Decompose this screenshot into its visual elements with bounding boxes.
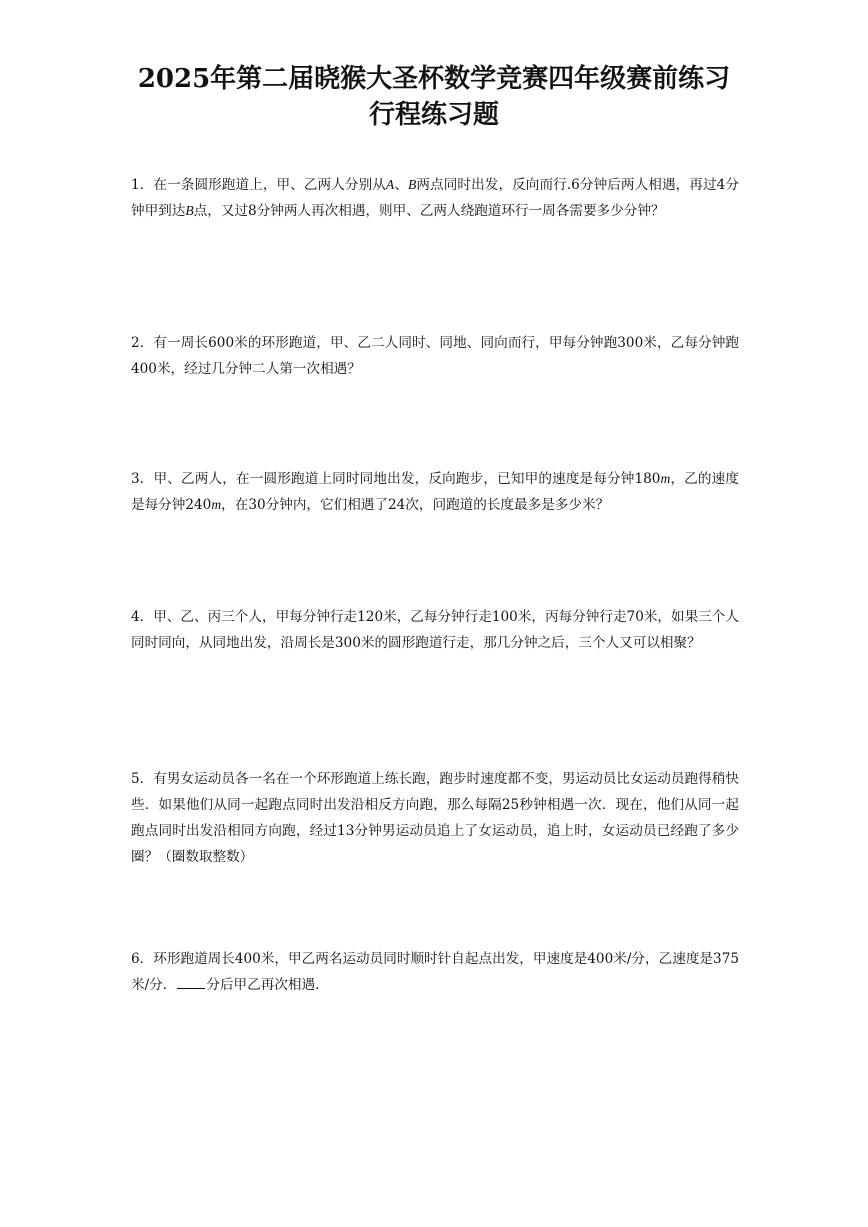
problem-3-text-a: 3．甲、乙两人，在一圆形跑道上同时同地出发，反向跑步，已知甲的速度是每分钟180 [131, 471, 661, 487]
problem-1-text-c: 两点同时出发，反向而行.6分钟后两人相遇，再过4分钟甲到达 [131, 177, 739, 219]
problem-6 [131, 946, 739, 998]
unit-m-2: m [211, 497, 222, 512]
point-a-label: A [385, 177, 395, 192]
document-title: 2025年第二届晓猴大圣杯数学竞赛四年级赛前练习 [137, 64, 731, 94]
point-b-label-2: B [185, 203, 194, 218]
problem-1-text-b: 、 [394, 177, 408, 193]
point-b-label: B [408, 177, 417, 192]
problem-2: 2．有一周长600米的环形跑道，甲、乙二人同时、同地、同向而行，甲每分钟跑300米，乙每分钟跑400米，经过几分钟二人第一次相遇？ [131, 335, 739, 377]
problem-6-text-a: 6．环形跑道周长400米，甲乙两名运动员同时顺时针自起点出发，甲速度是400米/分，乙速度是375米/分． [131, 951, 739, 993]
answer-blank[interactable] [177, 974, 205, 989]
document-subtitle: 行程练习题 [368, 100, 499, 130]
problem-3-text-b: ，乙的速度是每分钟240 [131, 471, 740, 513]
problem-3-text-c: ，在30分钟内，它们相遇了24次，问跑道的长度最多是多少米？ [221, 497, 610, 513]
problem-3 [131, 466, 739, 518]
problem-1 [131, 172, 739, 224]
problem-6-text-b: 分后甲乙再次相遇. [206, 977, 320, 993]
problem-1-text-d: 点，又过8分钟两人再次相遇，则甲、乙两人绕跑道环行一周各需要多少分钟？ [193, 203, 665, 219]
problem-1-text-a: 1．在一条圆形跑道上，甲、乙两人分别从 [131, 177, 386, 193]
problem-4: 4．甲、乙、丙三个人，甲每分钟行走120米，乙每分钟行走100米，丙每分钟行走70米，如果三个人同时同向，从同地出发，沿周长是300米的圆形跑道行走，那几分钟之后，三个人又可以相聚？ [131, 609, 739, 651]
problem-5: 5．有男女运动员各一名在一个环形跑道上练长跑，跑步时速度都不变，男运动员比女运动员跑得稍快些．如果他们从同一起跑点同时出发沿相反方向跑，那么每隔25秒钟相遇一次．现在，他们从同一起跑点同时出发沿相同方向跑，经过13分钟男运动员追上了女运动员，追上时，女运动员已经跑了多少圈？（圈数取整数） [131, 771, 739, 865]
unit-m-1: m [660, 471, 671, 486]
